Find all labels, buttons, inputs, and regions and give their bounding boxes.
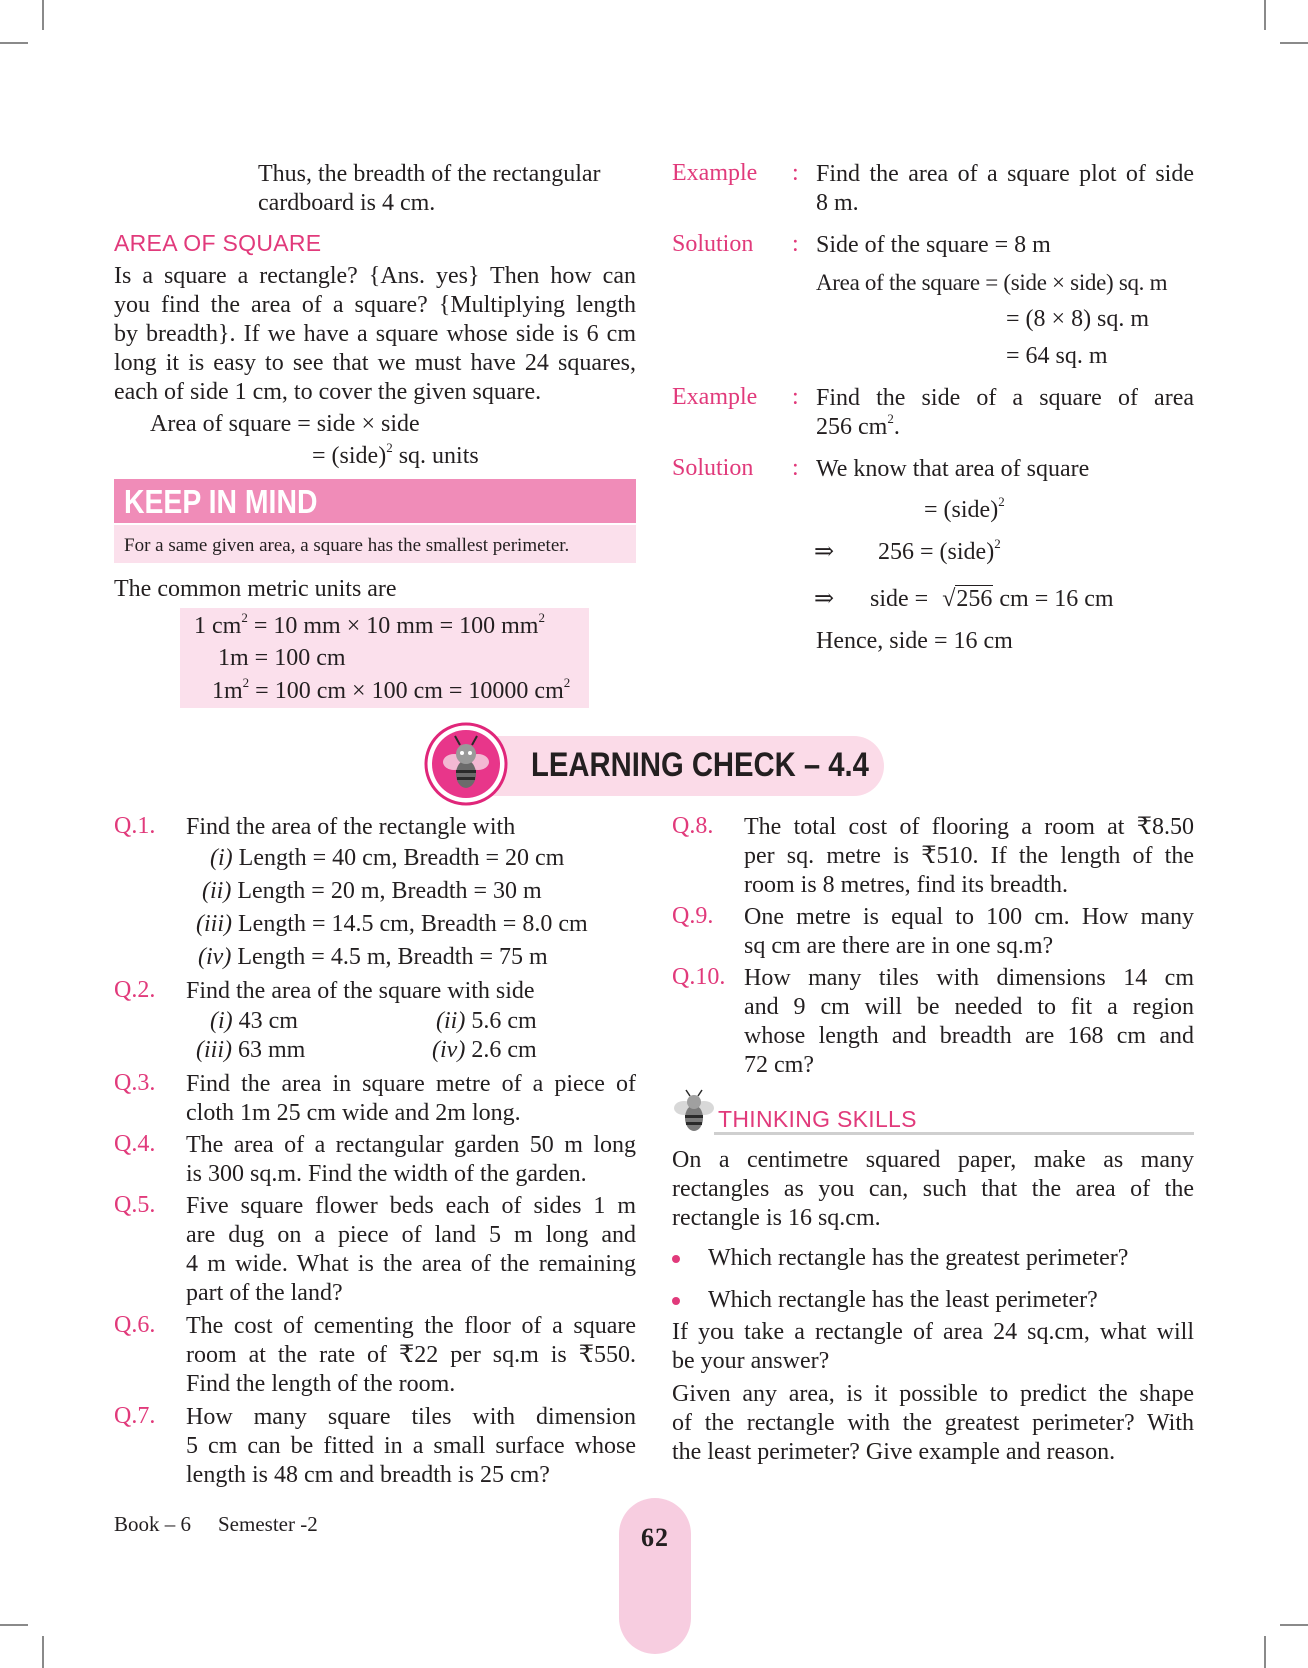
thinking-skills-underline <box>714 1132 1194 1135</box>
sub-label: (i) <box>210 1008 233 1034</box>
superscript: 2 <box>241 610 248 625</box>
text-line: Find the area in square metre of a piece of <box>186 1071 636 1097</box>
text-line: The area of a rectangular garden 50 m long <box>186 1132 636 1158</box>
unit-line-2: 1m = 100 cm <box>218 645 346 671</box>
thinking-skills-heading: THINKING SKILLS <box>718 1106 917 1132</box>
sub-text: 2.6 cm <box>465 1037 537 1063</box>
formula-text: sq. units <box>392 443 479 469</box>
para-line: each of side 1 cm, to cover the given square. <box>114 379 542 405</box>
question-text <box>744 964 1194 1080</box>
para-line: long it is easy to see that we must have 24 squares, <box>114 350 636 376</box>
footer-book: Book – 6 <box>114 1512 192 1536</box>
text: . <box>893 414 900 440</box>
sub-label: (i) <box>210 845 233 871</box>
metric-intro: The common metric units are <box>114 576 397 602</box>
page-number: 62 <box>641 1523 669 1552</box>
example-1-label: Example <box>672 160 758 186</box>
keep-in-mind-text: For a same given area, a square has the smallest perimeter. <box>124 535 570 556</box>
text-line: On a centimetre squared paper, make as many <box>672 1147 1194 1173</box>
superscript: 2 <box>386 440 393 455</box>
square-root-symbol: √ <box>942 586 956 612</box>
question-text: Find the area of the rectangle with <box>186 814 516 840</box>
area-of-square-heading: AREA OF SQUARE <box>114 230 322 256</box>
text-line: are dug on a piece of land 5 m long and <box>186 1222 636 1248</box>
thus-line-2: cardboard is 4 cm. <box>258 190 436 216</box>
page-number-tab <box>619 1498 691 1654</box>
sub-label: (iii) <box>196 1037 232 1063</box>
colon: : <box>792 231 799 257</box>
text: = (side) <box>924 497 999 523</box>
question-text <box>186 1403 636 1490</box>
text-line: rectangles as you can, such that the area of the <box>672 1176 1194 1202</box>
text-line <box>816 413 1194 442</box>
unit-text: = 100 cm × 100 cm = 10000 cm <box>249 678 564 704</box>
solution-1-label: Solution <box>672 231 754 257</box>
question-number: Q.1. <box>114 813 156 839</box>
text: 256 cm <box>816 414 888 440</box>
question-text <box>744 813 1194 900</box>
text-line: sq cm are there are in one sq.m? <box>744 933 1054 959</box>
crop-mark <box>1280 1624 1308 1626</box>
text-line: 8 m. <box>816 190 859 216</box>
bullet-dot <box>672 1255 680 1263</box>
sub-label: (iv) <box>198 944 232 970</box>
colon: : <box>792 160 799 186</box>
para-line: you find the area of a square? {Multiplying length <box>114 292 636 318</box>
sub-question <box>198 944 548 971</box>
sub-question <box>210 845 564 872</box>
sub-label: (iii) <box>196 911 232 937</box>
question-number: Q.3. <box>114 1070 156 1096</box>
text-line: Find the side of a square of area <box>816 385 1194 411</box>
unit-line-3 <box>212 677 570 706</box>
text-line: of the rectangle with the greatest perimeter? With <box>672 1410 1194 1436</box>
text-line: whose length and breadth are 168 cm and <box>744 1023 1194 1049</box>
superscript: 2 <box>887 411 894 426</box>
text-line: rectangle is 16 sq.cm. <box>672 1205 881 1231</box>
crop-mark <box>0 42 28 44</box>
sub-question <box>202 878 542 905</box>
learning-check-title: LEARNING CHECK – 4.4 <box>531 746 869 784</box>
thus-line-1: Thus, the breadth of the rectangular <box>258 161 601 187</box>
crop-mark <box>1280 42 1308 44</box>
sub-text: Length = 4.5 m, Breadth = 75 m <box>231 944 548 970</box>
solution-2-line-3 <box>878 538 1001 567</box>
para-line: by breadth}. If we have a square whose side is 6 cm <box>114 321 636 347</box>
question-number: Q.6. <box>114 1312 156 1338</box>
formula-line-1: Area of square = side × side <box>150 411 420 437</box>
text-line: The total cost of flooring a room at ₹8.50 <box>744 814 1194 840</box>
keep-in-mind-title: KEEP IN MIND <box>124 483 318 520</box>
solution-1-line-2: Area of the square = (side × side) sq. m <box>816 270 1168 295</box>
bee-icon <box>670 1088 718 1134</box>
text-line: The cost of cementing the floor of a square <box>186 1313 636 1339</box>
superscript: 2 <box>242 675 250 690</box>
crop-mark <box>42 0 44 30</box>
text-line: be your answer? <box>672 1348 830 1374</box>
text-line: and 9 cm will be needed to fit a region <box>744 994 1194 1020</box>
text-line: 5 cm can be fitted in a small surface whose <box>186 1433 636 1459</box>
question-text: Find the area of the square with side <box>186 978 535 1004</box>
question-number: Q.10. <box>672 964 726 990</box>
crop-mark <box>1264 0 1266 30</box>
question-text <box>186 1070 636 1128</box>
text-line: the least perimeter? Give example and reason. <box>672 1439 1116 1465</box>
example-1-text <box>816 160 1194 218</box>
sub-question <box>210 1008 298 1035</box>
crop-mark <box>42 1636 44 1668</box>
formula-text: = (side) <box>312 443 387 469</box>
solution-1-line-3: = (8 × 8) sq. m <box>1006 306 1150 332</box>
bullet-dot <box>672 1297 680 1305</box>
superscript: 2 <box>994 536 1001 551</box>
solution-1-line-1: Side of the square = 8 m <box>816 232 1051 258</box>
text-line: cloth 1m 25 cm wide and 2m long. <box>186 1100 521 1126</box>
text: cm = 16 cm <box>993 586 1114 612</box>
sub-question <box>432 1037 537 1064</box>
text-line: Five square flower beds each of sides 1 m <box>186 1193 636 1219</box>
text-line: How many tiles with dimensions 14 cm <box>744 965 1194 991</box>
question-number: Q.7. <box>114 1403 156 1429</box>
sub-label: (ii) <box>436 1008 466 1034</box>
sub-text: 5.6 cm <box>465 1008 537 1034</box>
para-line: Is a square a rectangle? {Ans. yes} Then how can <box>114 263 636 289</box>
question-number: Q.4. <box>114 1131 156 1157</box>
bullet-item: Which rectangle has the least perimeter? <box>708 1287 1098 1313</box>
solution-2-line-1: We know that area of square <box>816 456 1090 482</box>
text-line: If you take a rectangle of area 24 sq.cm, what will <box>672 1319 1194 1345</box>
sub-question <box>196 1037 305 1064</box>
unit-line-1 <box>194 612 545 641</box>
text: side = <box>870 586 929 612</box>
colon: : <box>792 384 799 410</box>
superscript: 2 <box>563 675 571 690</box>
bullet-item: Which rectangle has the greatest perimeter? <box>708 1245 1129 1271</box>
text-line: per sq. metre is ₹510. If the length of the <box>744 843 1194 869</box>
sub-text: 43 cm <box>232 1008 298 1034</box>
sub-label: (ii) <box>202 878 232 904</box>
sub-text: Length = 14.5 cm, Breadth = 8.0 cm <box>232 911 588 937</box>
sub-question <box>436 1008 537 1035</box>
sub-text: 63 mm <box>232 1037 306 1063</box>
text-line: How many square tiles with dimension <box>186 1404 636 1430</box>
unit-text: = 10 mm × 10 mm = 100 mm <box>247 613 539 639</box>
text-line: room at the rate of ₹22 per sq.m is ₹550. <box>186 1342 636 1368</box>
text-line: One metre is equal to 100 cm. How many <box>744 904 1194 930</box>
example-2-label: Example <box>672 384 758 410</box>
unit-text: 1 cm <box>194 613 242 639</box>
text-line: Find the length of the room. <box>186 1371 456 1397</box>
solution-1-line-4: = 64 sq. m <box>1006 343 1108 369</box>
text-line: is 300 sq.m. Find the width of the garden. <box>186 1161 587 1187</box>
text-line: length is 48 cm and breadth is 25 cm? <box>186 1462 550 1488</box>
colon: : <box>792 455 799 481</box>
thinking-paragraph-2 <box>672 1318 1194 1376</box>
crop-mark <box>1264 1636 1266 1668</box>
question-text <box>186 1312 636 1399</box>
thinking-paragraph-3 <box>672 1380 1194 1467</box>
question-number: Q.5. <box>114 1192 156 1218</box>
superscript: 2 <box>538 610 545 625</box>
question-text <box>186 1131 636 1189</box>
crop-mark <box>0 1624 28 1626</box>
solution-2-line-4 <box>870 585 1114 614</box>
implies-arrow: ⇒ <box>814 586 835 612</box>
footer-semester: Semester -2 <box>218 1512 318 1536</box>
sub-text: Length = 20 m, Breadth = 30 m <box>231 878 542 904</box>
thinking-intro <box>672 1146 1194 1233</box>
superscript: 2 <box>998 494 1005 509</box>
sub-question <box>196 911 588 938</box>
text-line: Find the area of a square plot of side <box>816 161 1194 187</box>
example-2-text <box>816 384 1194 442</box>
text-line: room is 8 metres, find its breadth. <box>744 872 1068 898</box>
question-number: Q.8. <box>672 813 714 839</box>
solution-2-line-2 <box>924 496 1005 525</box>
area-square-paragraph <box>114 262 636 407</box>
question-text <box>186 1192 636 1308</box>
question-text <box>744 903 1194 961</box>
text-line: part of the land? <box>186 1280 343 1306</box>
text-line: 72 cm? <box>744 1052 814 1078</box>
radicand: 256 <box>956 586 993 612</box>
bee-mascot-icon <box>424 722 508 806</box>
solution-2-label: Solution <box>672 455 754 481</box>
text-line: Given any area, is it possible to predict the shape <box>672 1381 1194 1407</box>
solution-2-line-5: Hence, side = 16 cm <box>816 628 1013 654</box>
question-number: Q.9. <box>672 903 714 929</box>
question-number: Q.2. <box>114 977 156 1003</box>
formula-line-2 <box>312 442 479 471</box>
implies-arrow: ⇒ <box>814 539 835 565</box>
sub-text: Length = 40 cm, Breadth = 20 cm <box>232 845 565 871</box>
text: 256 = (side) <box>878 539 995 565</box>
unit-text: 1m <box>212 678 243 704</box>
sub-label: (iv) <box>432 1037 466 1063</box>
text-line: 4 m wide. What is the area of the remaining <box>186 1251 636 1277</box>
